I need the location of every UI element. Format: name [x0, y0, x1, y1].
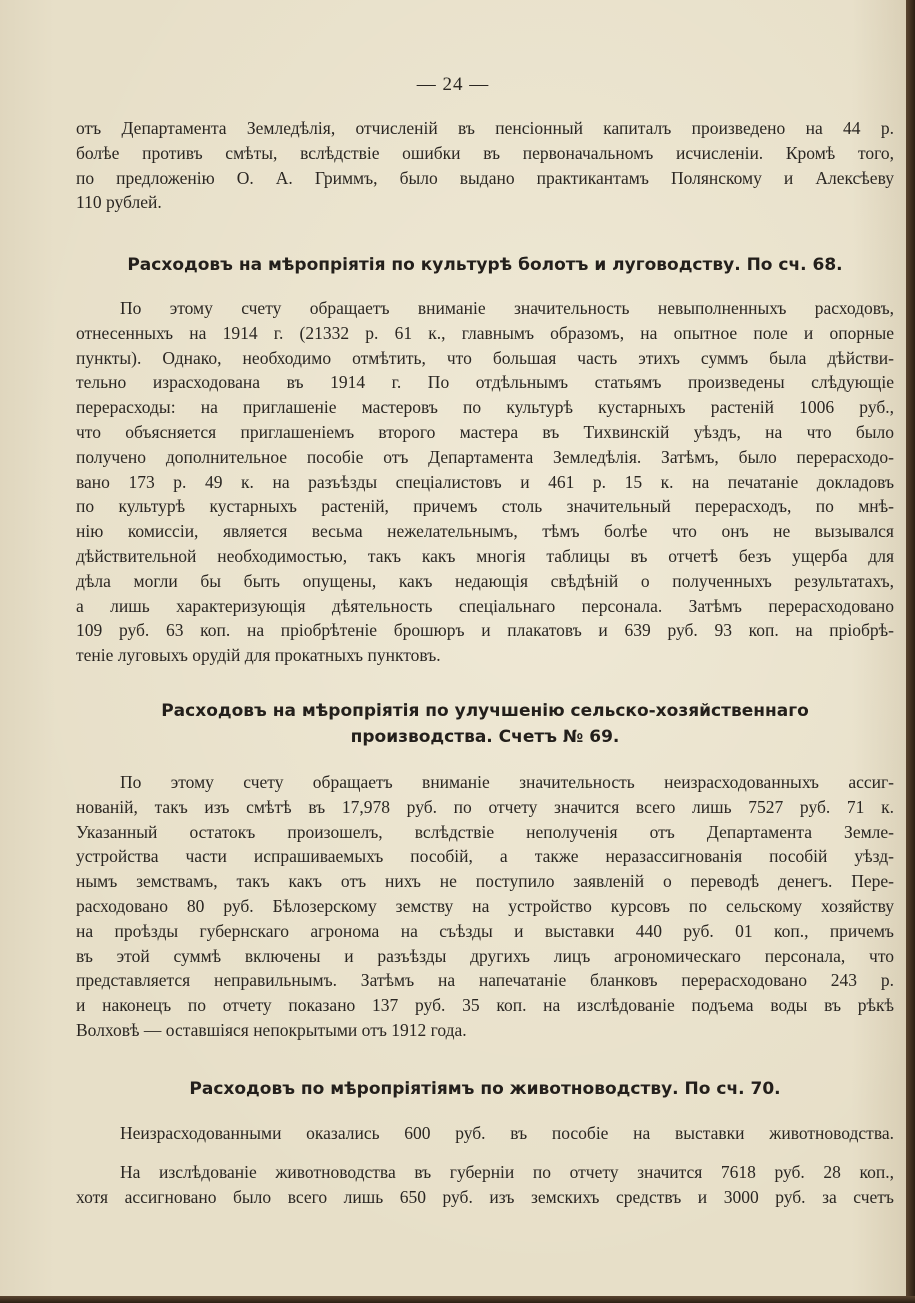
text-line: На изслѣдованіе животноводства въ губерніи по отчету значится 7618 руб. 28 коп.,: [120, 1162, 894, 1182]
text-line: что объясняется приглашеніемъ второго мастера въ Тихвинскій уѣздъ, на что было: [76, 421, 894, 442]
section-70-paragraph-2: [76, 1160, 894, 1210]
text-line: устройства части испрашиваемыхъ пособій, а также неразассигнованія пособій уѣзд-: [76, 846, 894, 867]
text-line: Неизрасходованными оказались 600 руб. въ пособіе на выставки животноводства.: [120, 1123, 894, 1143]
book-edge-right: [906, 0, 915, 1303]
text-line: по культурѣ кустарныхъ растеній, причемъ столь значительный перерасходъ, по мнѣ-: [76, 496, 894, 517]
text-line: 110 рублей.: [76, 192, 162, 213]
text-line: а лишь характеризующія дѣятельность спеціальнаго персонала. Затѣмъ перерасходовано: [76, 595, 894, 616]
text-line: по предложенію О. А. Гриммъ, было выдано практикантамъ Полянскому и Алексѣеву: [76, 167, 894, 188]
section-heading-69: [76, 698, 894, 750]
text-line: нію комиссіи, является весьма нежелательнымъ, тѣмъ болѣе что онъ не вызывался: [76, 521, 894, 542]
text-line: отъ Департамента Земледѣлія, отчисленій въ пенсіонный капиталъ произведено на 44 р.: [76, 118, 894, 138]
text-line: перерасходы: на приглашеніе мастеровъ по культурѣ кустарныхъ растеній 1006 руб.,: [76, 397, 894, 418]
intro-paragraph: [76, 116, 894, 215]
heading-line: производства. Счетъ № 69.: [350, 727, 620, 747]
text-line: въ этой суммѣ включены и разъѣзды другихъ лицъ агрономическаго персонала, что: [76, 945, 894, 966]
text-line: тельно израсходована въ 1914 г. По отдѣльнымъ статьямъ произведены слѣдующіе: [76, 372, 894, 393]
text-line: пункты). Однако, необходимо отмѣтить, что большая часть этихъ суммъ была дѣйстви-: [76, 347, 894, 368]
text-line: расходовано 80 руб. Бѣлозерскому земству на устройство курсовъ по сельскому хозяйству: [76, 895, 894, 916]
heading-line: Расходовъ на мѣропріятія по улучшенію сельско-хозяйственнаго: [161, 701, 809, 721]
text-line: дѣла могли бы быть опущены, какъ недающія свѣдѣній о полученныхъ результатахъ,: [76, 570, 894, 591]
text-line: нымъ земствамъ, такъ какъ отъ нихъ не поступило заявленій о переводѣ денегъ. Пере-: [76, 871, 894, 892]
section-heading-68: [76, 252, 894, 278]
text-line: хотя ассигновано было всего лишь 650 руб. изъ земскихъ средствъ и 3000 руб. за счетъ: [76, 1186, 894, 1207]
page-number: — 24 —: [416, 74, 490, 95]
text-line: нованій, такъ изъ смѣтѣ въ 17,978 руб. по отчету значится всего лишь 7527 руб. 71 к.: [76, 796, 894, 817]
section-69-paragraph: [76, 770, 894, 1043]
section-70-paragraph-1: [76, 1121, 894, 1146]
heading-line: Расходовъ на мѣропріятія по культурѣ болотъ и луговодству. По сч. 68.: [127, 255, 843, 275]
section-heading-70: [76, 1076, 894, 1102]
text-line: на проѣзды губернскаго агронома на съѣзды и выставки 440 руб. 01 коп., причемъ: [76, 920, 894, 941]
heading-line: Расходовъ по мѣропріятіямъ по животноводству. По сч. 70.: [189, 1079, 781, 1099]
text-line: представляется неправильнымъ. Затѣмъ на напечатаніе бланковъ перерасходовано 243 р.: [76, 970, 894, 991]
text-line: 109 руб. 63 коп. на пріобрѣтеніе брошюръ и плакатовъ и 639 руб. 93 коп. на пріобрѣ-: [76, 620, 894, 641]
text-line: теніе луговыхъ орудій для прокатныхъ пунктовъ.: [76, 645, 441, 666]
text-line: По этому счету обращаетъ вниманіе значительность невыполненныхъ расходовъ,: [120, 298, 894, 318]
text-line: По этому счету обращаетъ вниманіе значительность неизрасходованныхъ ассиг-: [120, 772, 894, 792]
text-line: вано 173 р. 49 к. на разъѣзды спеціалистовъ и 461 р. 15 к. на печатаніе докладовъ: [76, 471, 894, 492]
text-line: Волховѣ — оставшіяся непокрытыми отъ 1912 года.: [76, 1019, 467, 1040]
text-line: отнесенныхъ на 1914 г. (21332 р. 61 к., главнымъ образомъ, на опытное поле и опорные: [76, 322, 894, 343]
text-line: и наконецъ по отчету показано 137 руб. 35 коп. на изслѣдованіе подъема воды въ рѣкѣ: [76, 995, 894, 1016]
text-line: болѣе противъ смѣты, вслѣдствіе ошибки въ первоначальномъ исчисленіи. Кромѣ того,: [76, 142, 894, 163]
section-68-paragraph: [76, 296, 894, 668]
text-line: дѣйствительной необходимостью, такъ какъ многія таблицы въ отчетѣ безъ ущерба для: [76, 545, 894, 566]
book-edge-bottom: [0, 1296, 915, 1303]
text-line: получено дополнительное пособіе отъ Департамента Земледѣлія. Затѣмъ, было перерасходо-: [76, 446, 894, 467]
text-line: Указанный остатокъ произошелъ, вслѣдствіе неполученія отъ Департамента Земле-: [76, 821, 894, 842]
